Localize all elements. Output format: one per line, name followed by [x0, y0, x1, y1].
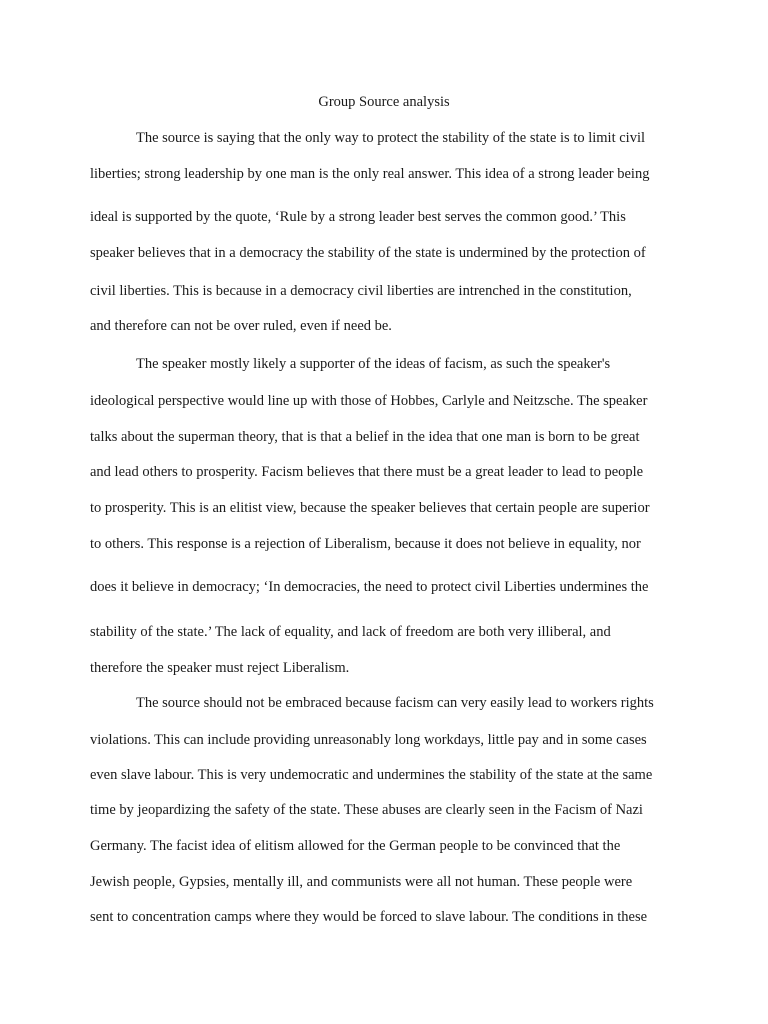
paragraph-2-line-7: does it believe in democracy; ‘In democracies, the need to protect civil Liberties undermines the [90, 579, 649, 595]
paragraph-2-line-4: and lead others to prosperity. Facism believes that there must be a great leader to lead to people [90, 464, 644, 480]
paragraph-2-line-2: ideological perspective would line up with those of Hobbes, Carlyle and Neitzsche. The speaker [90, 393, 648, 409]
paragraph-2-line-6: to others. This response is a rejection of Liberalism, because it does not believe in equality, nor [90, 536, 641, 552]
paragraph-1-line-2: liberties; strong leadership by one man is the only real answer. This idea of a strong leader being [90, 166, 650, 182]
paragraph-2-line-3: talks about the superman theory, that is that a belief in the idea that one man is born to be great [90, 429, 640, 445]
paragraph-3-line-1: The source should not be embraced because facism can very easily lead to workers rights [136, 695, 654, 711]
paragraph-1-line-4: speaker believes that in a democracy the stability of the state is undermined by the protection of [90, 245, 646, 261]
paragraph-1-line-5: civil liberties. This is because in a democracy civil liberties are intrenched in the constitution, [90, 283, 632, 299]
paragraph-3-line-5: Germany. The facist idea of elitism allowed for the German people to be convinced that the [90, 838, 621, 854]
paragraph-2-line-8: stability of the state.’ The lack of equality, and lack of freedom are both very illiberal, and [90, 624, 611, 640]
paragraph-3-line-4: time by jeopardizing the safety of the state. These abuses are clearly seen in the Facism of Nazi [90, 802, 643, 818]
paragraph-3-line-6: Jewish people, Gypsies, mentally ill, and communists were all not human. These people were [90, 874, 633, 890]
paragraph-3-line-3: even slave labour. This is very undemocratic and undermines the stability of the state at the same [90, 767, 653, 783]
paragraph-2-line-5: to prosperity. This is an elitist view, because the speaker believes that certain people are superior [90, 500, 650, 516]
paragraph-1-line-6: and therefore can not be over ruled, even if need be. [90, 318, 392, 334]
document-title: Group Source analysis [318, 94, 450, 110]
paragraph-2-line-9: therefore the speaker must reject Liberalism. [90, 660, 350, 676]
paragraph-1-line-3: ideal is supported by the quote, ‘Rule by a strong leader best serves the common good.’ This [90, 209, 626, 225]
paragraph-1-line-1: The source is saying that the only way to protect the stability of the state is to limit civil [136, 130, 646, 146]
paragraph-3-line-7: sent to concentration camps where they would be forced to slave labour. The conditions in these [90, 909, 648, 925]
paragraph-2-line-1: The speaker mostly likely a supporter of the ideas of facism, as such the speaker's [136, 356, 611, 372]
paragraph-3-line-2: violations. This can include providing unreasonably long workdays, little pay and in some cases [90, 732, 647, 748]
